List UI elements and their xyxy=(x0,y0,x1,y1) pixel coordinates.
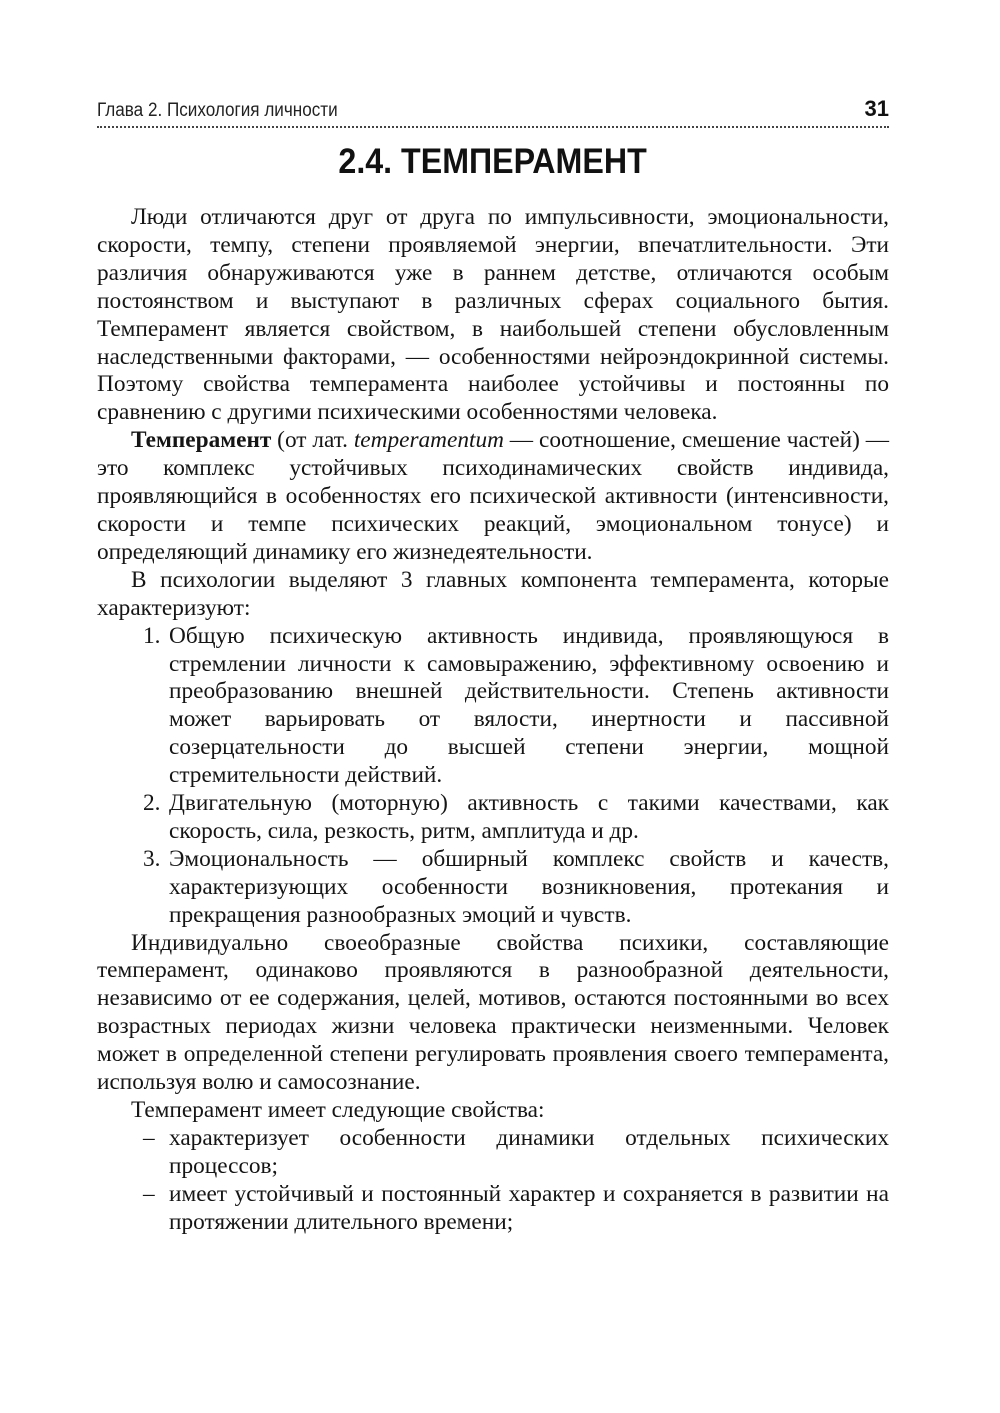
dash-marker: – xyxy=(143,1180,155,1207)
body-text xyxy=(97,204,889,1237)
properties-list xyxy=(97,1125,889,1237)
page-number: 31 xyxy=(864,96,889,121)
running-header xyxy=(97,88,889,128)
list-item-text: Общую психическую активность индивида, проявляющуюся в стремлении личности к самовыражению, эффективному освоению и преобразованию внешней действительности. Степень активности может варьировать от вялости, инертности и пассивной созерцательности до высшей степени энергии, мощной стремительности действий. xyxy=(169,622,889,789)
paragraph-components-intro: В психологии выделяют 3 главных компонента темперамента, которые характеризуют: xyxy=(97,566,889,621)
list-item-number: 2. xyxy=(143,790,161,817)
paragraph-properties-intro: Темперамент имеет следующие свойства: xyxy=(131,1097,545,1123)
list-item-number: 3. xyxy=(143,845,161,872)
defined-term: Темперамент xyxy=(131,427,272,454)
list-item xyxy=(143,1124,889,1181)
list-item xyxy=(143,845,889,930)
list-item-text: Двигательную (моторную) активность с такими качествами, как скорость, сила, резкость, ритм, амплитуда и др. xyxy=(169,790,889,844)
list-item-number: 1. xyxy=(143,622,161,649)
dash-marker: – xyxy=(143,1124,155,1151)
section-title-text: 2.4. ТЕМПЕРАМЕНТ xyxy=(338,142,648,181)
definition-prefix: (от лат. xyxy=(271,427,354,454)
paragraph-intro: Люди отличаются друг от друга по импульсивности, эмоциональности, скорости, темпу, степени проявляемой энергии, впечатлительности. Эти различия обнаруживаются уже в раннем детстве, отличаются особым постоянством и выступают в различных сферах социального бытия. Темперамент является свойством, в наибольшей степени обусловленным наследственными факторами, — особенностями нейроэндокринной системы. Поэтому свойства темперамента наиболее устойчивы и постоянны по сравнению с другими психическими особенностями человека. xyxy=(97,204,889,426)
components-list xyxy=(97,623,889,930)
list-item xyxy=(143,1180,889,1237)
paragraph-individual-properties: Индивидуально своеобразные свойства психики, составляющие темперамент, одинаково проявляются в разнообразной деятельности, независимо от ее содержания, целей, мотивов, остаются постоянными во всех возрастных периодах жизни человека практически неизменными. Человек может в определенной степени регулировать проявления своего темперамента, используя волю и самосознание. xyxy=(97,929,889,1096)
section-title xyxy=(97,142,889,182)
definition-text: — соотношение, смешение частей) — это комплекс устойчивых психодинамических свойств индивида, проявляющийся в особенностях его психической активности (интенсивности, скорости и темпе психических реакций, эмоциональном тонусе) и определяющий динамику его жизнедеятельности. xyxy=(97,427,890,565)
paragraph-definition xyxy=(97,427,889,567)
list-item-text: характеризует особенности динамики отдельных психических процессов; xyxy=(169,1124,889,1179)
list-item xyxy=(143,790,889,846)
book-page xyxy=(97,88,889,1237)
chapter-title: Глава 2. Психология личности xyxy=(97,100,338,121)
latin-term: temperamentum xyxy=(353,427,504,454)
list-item-text: Эмоциональность — обширный комплекс свойств и качеств, характеризующих особенности возникновения, протекания и прекращения разнообразных эмоций и чувств. xyxy=(169,845,889,928)
list-item-text: имеет устойчивый и постоянный характер и сохраняется в развитии на протяжении длительного времени; xyxy=(169,1180,889,1235)
list-item xyxy=(143,622,889,790)
